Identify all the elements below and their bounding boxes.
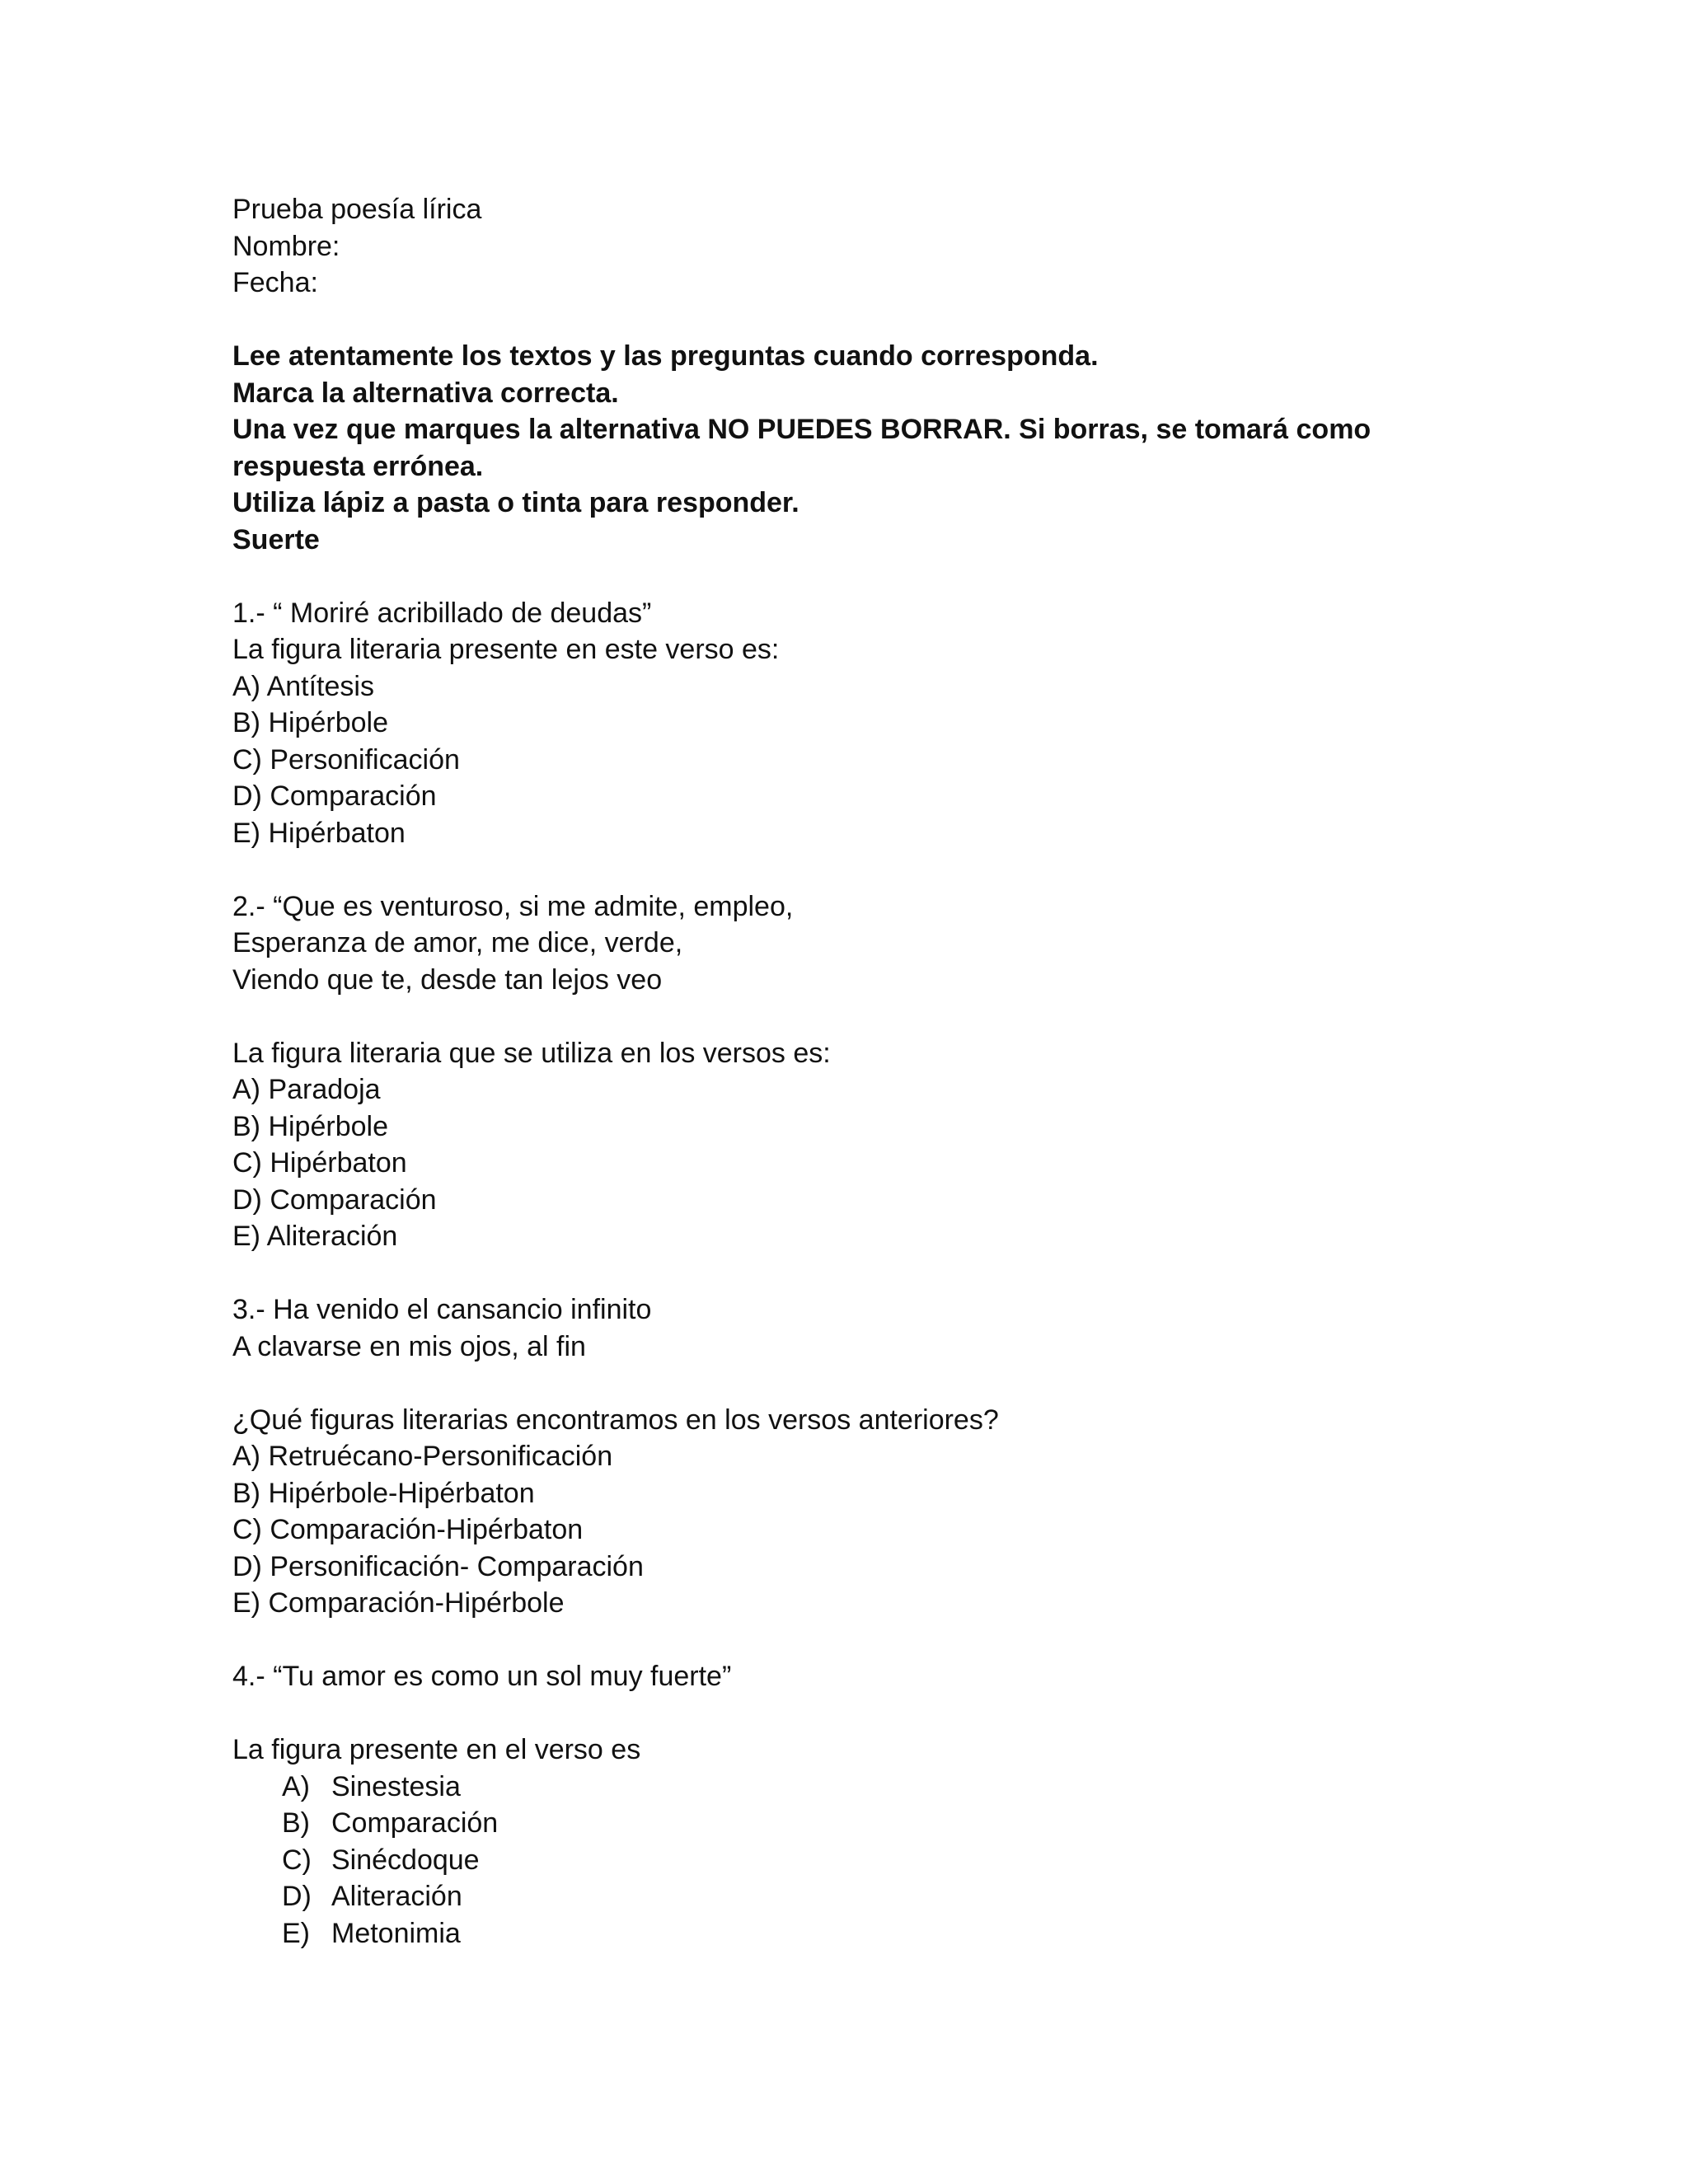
- test-title: Prueba poesía lírica: [232, 194, 482, 225]
- question-2-option-a: A) Paradoja: [232, 1074, 381, 1105]
- option-text: Aliteración: [331, 1881, 462, 1912]
- question-3-prompt: ¿Qué figuras literarias encontramos en los versos anteriores?: [232, 1404, 999, 1436]
- spacer: [232, 998, 1485, 1035]
- option-letter: A): [282, 1770, 310, 1802]
- spacer: [232, 1695, 1485, 1732]
- question-1-verse: 1.- “ Moriré acribillado de deudas”: [232, 597, 652, 629]
- question-2-option-d: D) Comparación: [232, 1183, 437, 1216]
- option-letter: D): [282, 1881, 312, 1912]
- question-2-verse-3: Viendo que te, desde tan lejos veo: [232, 963, 663, 996]
- spacer: [232, 558, 1485, 595]
- question-4-prompt: La figura presente en el verso es: [232, 1734, 641, 1765]
- option-text: Sinestesia: [331, 1770, 461, 1802]
- question-4-option-c: [232, 1842, 1485, 1879]
- option-letter: E): [282, 1917, 310, 1949]
- question-3-verse-1: 3.- Ha venido el cansancio infinito: [232, 1294, 652, 1325]
- name-field-label: Nombre:: [232, 230, 340, 262]
- question-2-verse-1: 2.- “Que es venturoso, si me admite, empleo,: [232, 890, 794, 922]
- question-4-option-b: [232, 1805, 1485, 1842]
- question-3-option-c: C) Comparación-Hipérbaton: [232, 1514, 584, 1545]
- question-4: [232, 1658, 1485, 1952]
- question-1-option-d: D) Comparación: [232, 780, 437, 812]
- question-3-option-b: B) Hipérbole-Hipérbaton: [232, 1477, 535, 1509]
- spacer: [232, 851, 1485, 888]
- question-2-prompt: La figura literaria que se utiliza en los versos es:: [232, 1037, 831, 1069]
- option-text: Sinécdoque: [331, 1844, 480, 1876]
- question-3-verse-2: A clavarse en mis ojos, al fin: [232, 1330, 586, 1362]
- instruction-mark: Marca la alternativa correcta.: [232, 377, 619, 409]
- question-1-option-e: E) Hipérbaton: [232, 817, 406, 849]
- question-1: [232, 595, 1485, 852]
- question-4-verse: 4.- “Tu amor es como un sol muy fuerte”: [232, 1661, 732, 1692]
- option-letter: B): [282, 1807, 310, 1839]
- spacer: [232, 1255, 1485, 1292]
- question-1-option-b: B) Hipérbole: [232, 707, 388, 738]
- spacer: [232, 302, 1485, 339]
- option-text: Metonimia: [331, 1917, 461, 1949]
- instruction-pen: Utiliza lápiz a pasta o tinta para responder.: [232, 487, 799, 518]
- question-2-option-c: C) Hipérbaton: [232, 1147, 407, 1179]
- question-3-option-e: E) Comparación-Hipérbole: [232, 1587, 565, 1619]
- question-3-option-a: A) Retruécano-Personificación: [232, 1441, 613, 1472]
- spacer: [232, 1622, 1485, 1659]
- question-2-option-e: E) Aliteración: [232, 1221, 398, 1252]
- question-2-verse-2: Esperanza de amor, me dice, verde,: [232, 927, 683, 958]
- option-text: Comparación: [331, 1807, 499, 1839]
- question-1-option-c: C) Personificación: [232, 743, 460, 776]
- instruction-read: Lee atentamente los textos y las preguntas cuando corresponda.: [232, 340, 1099, 372]
- spacer: [232, 1365, 1485, 1402]
- question-3-option-d: D) Personificación- Comparación: [232, 1550, 644, 1582]
- question-2-option-b: B) Hipérbole: [232, 1110, 388, 1142]
- question-4-option-e: [232, 1915, 1485, 1952]
- question-4-option-a: [232, 1769, 1485, 1806]
- question-2: [232, 888, 1485, 1255]
- instructions-block: [232, 338, 1485, 558]
- option-letter: C): [282, 1844, 312, 1876]
- instruction-luck: Suerte: [232, 523, 320, 555]
- question-1-option-a: A) Antítesis: [232, 670, 374, 702]
- question-1-prompt: La figura literaria presente en este verso es:: [232, 634, 780, 665]
- document-body: [232, 191, 1485, 1952]
- question-3: [232, 1291, 1485, 1622]
- date-field-label: Fecha:: [232, 267, 318, 298]
- question-4-option-d: [232, 1878, 1485, 1915]
- instruction-no-erase: Una vez que marques la alternativa NO PUEDES BORRAR. Si borras, se tomará como respuesta errónea.: [232, 414, 1379, 482]
